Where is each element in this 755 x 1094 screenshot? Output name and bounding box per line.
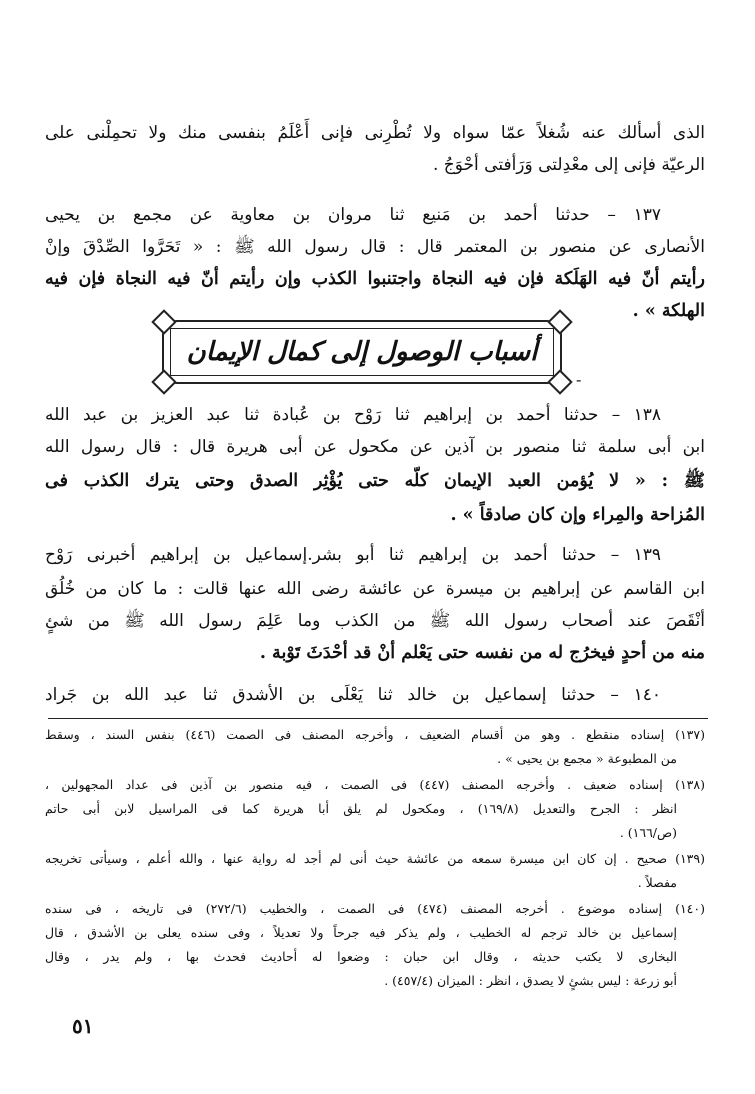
footnote-line: (ص/١٦٦) .	[619, 825, 677, 840]
footnote-line: من المطبوعة « مجمع بن يحيى » .	[497, 751, 677, 766]
text-line: الأنصارى عن منصور بن المعتمر قال : قال رسول الله ﷺ : « تَحَرَّوا الصِّدْقَ وإنْ	[45, 237, 705, 257]
footnote-line: البخارى لا يكتب حديثه ، وقال ابن حبان : وضعوا له أحاديث فحدث بها ، ولم يدر ، وقال	[45, 949, 677, 964]
hadith-140-start: ١٤٠ – حدثنا إسماعيل بن خالد ثنا يَعْلَى بن الأشدق ثنا عبد الله بن جَراد	[45, 685, 661, 705]
text-line: رأيتم أنّ فيه الهَلَكة فإن فيه النجاة واجتنبوا الكذب وإن رأيتم أنّ فيه النجاة فإن فيه	[45, 269, 705, 289]
dash-mark: -	[576, 370, 582, 389]
footnote-line: (١٣٧) إسناده منقطع . وهو من أقسام الضعيف ، وأخرجه المصنف فى الصمت (٤٤٦) بنفس السند ، وسقط	[45, 727, 705, 742]
footnote-line: مفصلاً .	[637, 875, 677, 890]
chapter-heading: أسباب الوصول إلى كمال الإيمان	[170, 328, 554, 376]
hadith-139-start: ١٣٩ – حدثنا أحمد بن إبراهيم ثنا أبو بشر.إسماعيل بن إبراهيم أخبرنى رَوْح	[45, 545, 661, 565]
footnote-line: (١٤٠) إسناده موضوع . أخرجه المصنف (٤٧٤) فى الصمت ، والخطيب (٢٧٢/٦) فى تاريخه ، فى سنده	[45, 901, 705, 916]
page-number: ٥١	[72, 1014, 94, 1038]
footnote-line: إسماعيل بن خالد ترجم له الخطيب ، ولم يذكر فيه جرحاً ولا تعديلاً ، وفى سنده يعلى بن الأشدق ، قال	[45, 925, 677, 940]
footnote-line: (١٣٩) صحيح . إن كان ابن ميسرة سمعه من عائشة حيث أنى لم أجد له رواية عنها ، والله أعلم ، وسيأتى تخريجه	[45, 851, 705, 866]
text-line: الرعيّة فإنى إلى معْدِلتى وَرَأفتى أحْوَجُ .	[432, 155, 705, 175]
footnote-separator	[48, 718, 708, 719]
text-line: منه من أحدٍ فيخرُج له من نفسه حتى يَعْلم أنْ قد أحْدَثَ تَوْبة .	[259, 643, 705, 663]
hadith-137-start: ١٣٧ – حدثنا أحمد بن مَنيع ثنا مروان بن معاوية عن مجمع بن يحيى	[45, 205, 661, 225]
text-line: ابن أبى سلمة ثنا منصور بن آذين عن مكحول عن أبى هريرة قال : قال رسول الله	[45, 437, 705, 457]
chapter-heading-frame	[162, 320, 562, 384]
footnote-line: انظر : الجرح والتعديل (١٦٩/٨) ، ومكحول لم يلق أبا هريرة كما فى المراسيل لابن أبى حاتم	[45, 801, 678, 816]
text-line: أنْقَصَ عند أصحاب رسول الله ﷺ من الكذب وما عَلِمَ رسول الله ﷺ من شئٍ	[45, 611, 705, 631]
hadith-138-start: ١٣٨ – حدثنا أحمد بن إبراهيم ثنا رَوْح بن عُبادة ثنا عبد العزيز بن عبد الله	[45, 405, 661, 425]
text-line: ابن القاسم عن إبراهيم بن ميسرة عن عائشة رضى الله عنها قالت : ما كان من خُلُق	[45, 579, 705, 599]
footnote-line: أبو زرعة : ليس بشئٍ لا يصدق ، انظر : الميزان (٤٥٧/٤) .	[384, 973, 677, 988]
footnote-line: (١٣٨) إسناده ضعيف . وأخرجه المصنف (٤٤٧) فى الصمت ، فيه منصور بن آذين فى عداد المجهولين ،	[45, 777, 705, 792]
text-line: المُزاحة والمِراء وإن كان صادقاً » .	[450, 505, 705, 525]
text-line: الهلكة » .	[632, 301, 705, 321]
text-line: الذى أسألك عنه شُغلاً عمّا سواه ولا تُطْرِنى فإنى أَعْلَمُ بنفسى منك ولا تحمِلْنى على	[45, 123, 705, 143]
text-line: ﷺ : « لا يُؤمن العبد الإيمان كلّه حتى يُؤْثِر الصدق وحتى يترك الكذب فى	[45, 471, 705, 491]
